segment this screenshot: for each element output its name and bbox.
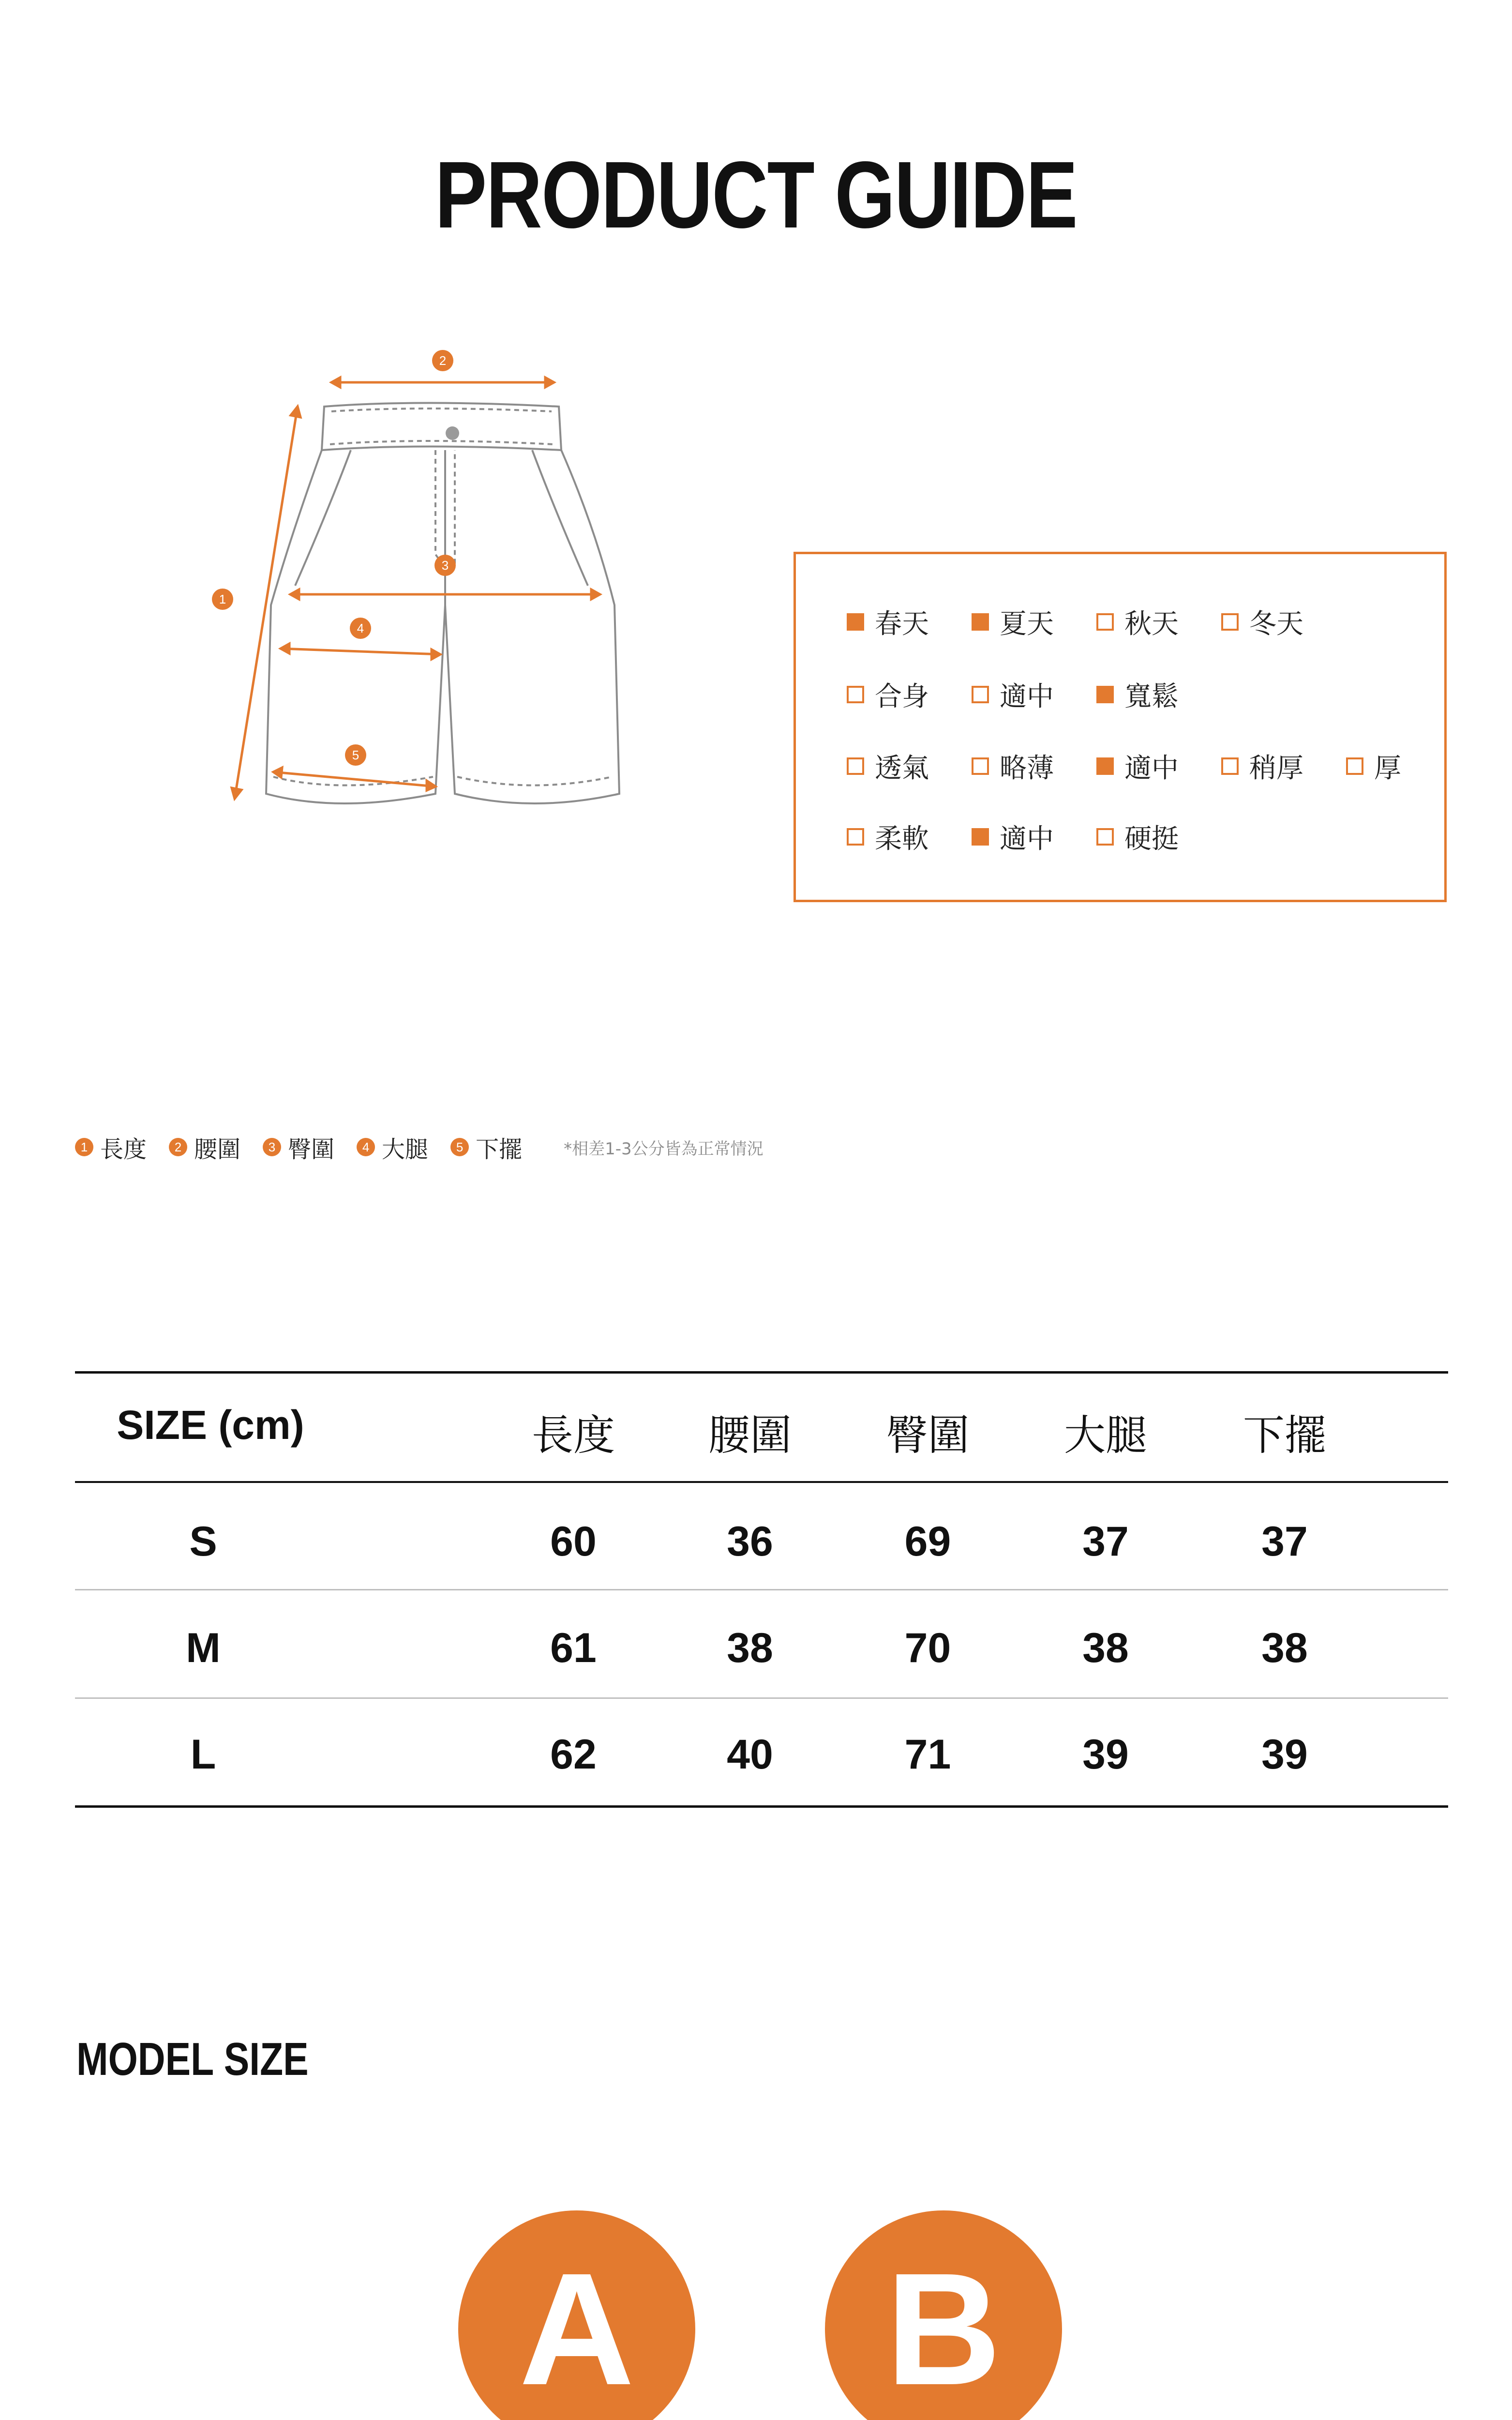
attr-autumn: 秋天	[1096, 603, 1179, 641]
svg-text:3: 3	[441, 558, 449, 573]
header-thigh: 大腿	[1064, 1411, 1147, 1460]
checkbox-icon	[1096, 828, 1114, 846]
attr-loose: 寬鬆	[1096, 675, 1179, 714]
legend-item-length: 1 長度	[75, 1131, 147, 1164]
marker-1	[212, 589, 233, 610]
hip-cell: 70	[904, 1625, 951, 1671]
attr-spring: 春天	[847, 603, 929, 641]
hem-cell: 37	[1261, 1518, 1308, 1565]
hem-cell: 38	[1261, 1625, 1308, 1671]
attr-thick: 厚	[1346, 747, 1401, 786]
svg-text:1: 1	[219, 592, 226, 606]
model-b-badge: B	[825, 2210, 1062, 2420]
checkbox-icon	[972, 686, 989, 703]
attr-winter: 冬天	[1221, 603, 1303, 641]
header-hem: 下擺	[1243, 1411, 1326, 1460]
marker-2	[432, 350, 453, 371]
measurement-legend	[75, 1133, 763, 1162]
header-waist: 腰圍	[708, 1411, 792, 1460]
tolerance-note: *相差1-3公分皆為正常情況	[564, 1139, 763, 1159]
checkbox-icon	[1096, 686, 1114, 703]
checkbox-icon	[1221, 613, 1239, 631]
marker-3	[434, 555, 456, 576]
length-cell: 60	[550, 1518, 597, 1565]
attr-breathable: 透氣	[847, 747, 929, 786]
waist-cell: 38	[727, 1625, 773, 1671]
marker-badge: 4	[357, 1138, 375, 1156]
page-title: PRODUCT GUIDE	[435, 142, 1077, 248]
shorts-measurement-diagram	[194, 334, 658, 847]
attr-thin: 略薄	[972, 747, 1054, 786]
model-a-badge: A	[458, 2210, 695, 2420]
button-icon	[446, 426, 459, 440]
checkbox-icon	[1096, 757, 1114, 775]
table-header-rule	[75, 1481, 1448, 1483]
header-hip: 臀圍	[886, 1411, 970, 1460]
hem-cell: 39	[1261, 1731, 1308, 1778]
table-top-rule	[75, 1371, 1448, 1374]
checkbox-icon	[972, 613, 989, 631]
length-cell: 61	[550, 1625, 597, 1671]
legend-item-hem: 5 下擺	[450, 1131, 522, 1164]
size-cell: S	[189, 1518, 217, 1565]
waist-cell: 36	[727, 1518, 773, 1565]
hip-cell: 71	[904, 1731, 951, 1778]
row-divider	[75, 1589, 1448, 1590]
thigh-cell: 38	[1082, 1625, 1129, 1671]
marker-4	[350, 618, 371, 639]
marker-badge: 3	[263, 1138, 281, 1156]
header-length: 長度	[532, 1411, 615, 1460]
fabric-attributes-box	[793, 552, 1447, 902]
row-divider	[75, 1697, 1448, 1699]
checkbox-icon	[1221, 757, 1239, 775]
model-size-title: MODEL SIZE	[76, 2033, 309, 2085]
thigh-cell: 37	[1082, 1518, 1129, 1565]
svg-text:4: 4	[357, 621, 364, 635]
marker-badge: 1	[75, 1138, 93, 1156]
legend-item-waist: 2 腰圍	[169, 1131, 240, 1164]
svg-text:2: 2	[439, 353, 447, 368]
size-cell: M	[186, 1625, 221, 1671]
checkbox-icon	[972, 828, 989, 846]
size-cell: L	[190, 1731, 216, 1778]
marker-5	[345, 744, 366, 766]
legend-item-thigh: 4 大腿	[357, 1131, 428, 1164]
attr-fitted: 合身	[847, 675, 929, 714]
attr-summer: 夏天	[972, 603, 1054, 641]
hip-cell: 69	[904, 1518, 951, 1565]
attr-regular-fit: 適中	[972, 675, 1054, 714]
shorts-body-outline	[266, 450, 619, 803]
svg-text:5: 5	[352, 748, 359, 762]
table-bottom-rule	[75, 1805, 1448, 1808]
checkbox-icon	[1346, 757, 1363, 775]
attr-medium-softness: 適中	[972, 817, 1054, 856]
marker-badge: 2	[169, 1138, 187, 1156]
marker-badge: 5	[450, 1138, 469, 1156]
checkbox-icon	[847, 828, 864, 846]
checkbox-icon	[972, 757, 989, 775]
checkbox-icon	[847, 686, 864, 703]
attr-stiff: 硬挺	[1096, 817, 1179, 856]
checkbox-icon	[1096, 613, 1114, 631]
length-cell: 62	[550, 1731, 597, 1778]
checkbox-icon	[847, 757, 864, 775]
checkbox-icon	[847, 613, 864, 631]
attr-slightly-thick: 稍厚	[1221, 747, 1303, 786]
thigh-cell: 39	[1082, 1731, 1129, 1778]
waist-cell: 40	[727, 1731, 773, 1778]
header-size: SIZE (cm)	[117, 1402, 304, 1448]
attr-soft: 柔軟	[847, 817, 929, 856]
legend-item-hip: 3 臀圍	[263, 1131, 334, 1164]
attr-medium-thickness: 適中	[1096, 747, 1179, 786]
